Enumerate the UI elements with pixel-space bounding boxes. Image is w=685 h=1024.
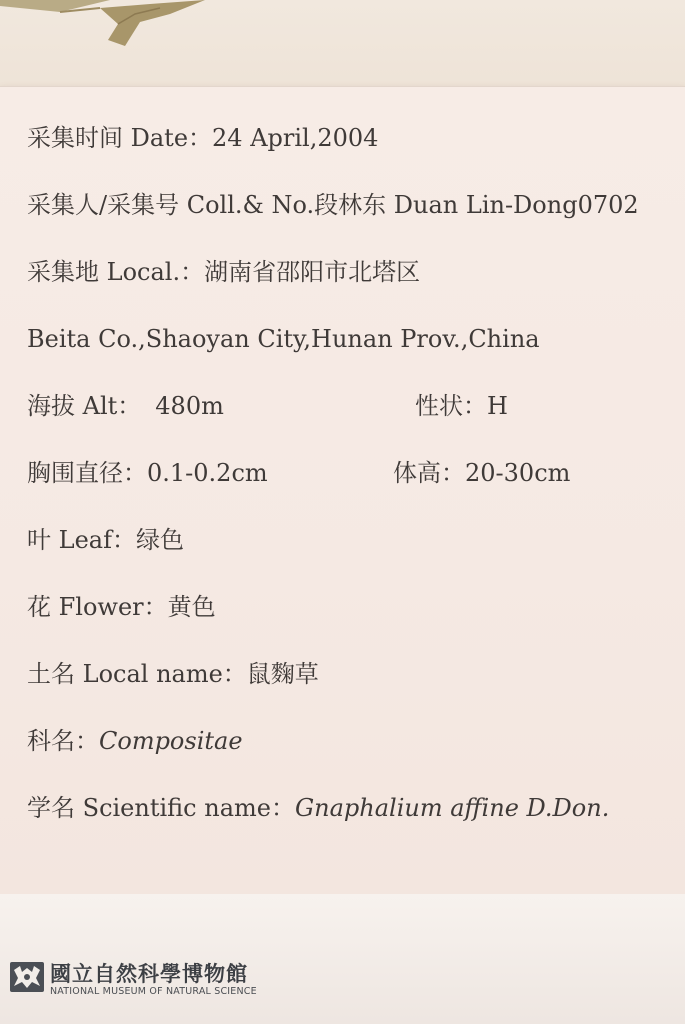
height-field [393,458,570,488]
institution-name-chinese: 國立自然科學博物館 [50,962,248,986]
collector-text: 采集人/采集号 Coll.& No.段林东 Duan Lin-Dong0702 [27,191,639,219]
leaf-row [27,525,184,555]
habit-field [415,391,508,421]
family-value: Compositae [99,727,243,755]
altitude-label: 海拔 Alt： [27,392,142,420]
locality-value: 湖南省邵阳市北塔区 [204,258,421,286]
collection-date-row [27,123,378,153]
local-name-label: 土名 Local name： [27,660,247,688]
local-name-value: 鼠麴草 [246,660,319,688]
date-value: 24 April,2004 [212,124,379,152]
height-label: 体高： [393,459,465,487]
dbh-label: 胸围直径： [27,459,147,487]
institution-name-english: NATIONAL MUSEUM OF NATURAL SCIENCE [50,986,257,997]
flower-value: 黄色 [167,593,216,621]
flower-label: 花 Flower： [27,593,168,621]
date-label: 采集时间 Date： [27,124,213,152]
local-name-row [27,659,319,689]
scientific-name-row [27,793,609,823]
altitude-habit-row [27,391,508,421]
habit-value: H [487,392,508,420]
leaf-label: 叶 Leaf： [27,526,136,554]
family-label: 科名： [27,727,99,755]
altitude-value: 480m [155,392,224,420]
locality-label: 采集地 Local.： [27,258,205,286]
dbh-value: 0.1-0.2cm [147,459,268,487]
scientific-name-label: 学名 Scientific name： [27,794,295,822]
dbh-height-row [27,458,571,488]
scientific-name-value: Gnaphalium affine D.Don. [294,794,610,822]
flower-row [27,592,216,622]
habit-label: 性状： [415,392,487,420]
locality-english-row [27,324,540,354]
museum-logo-icon [10,962,44,992]
locality-english: Beita Co.,Shaoyan City,Hunan Prov.,China [27,325,540,353]
plant-specimen-fragment [0,0,220,60]
height-value: 20-30cm [465,459,571,487]
specimen-label [0,86,685,895]
collector-row [27,190,639,220]
family-row [27,726,243,756]
locality-row [27,257,420,287]
leaf-value: 绿色 [135,526,184,554]
